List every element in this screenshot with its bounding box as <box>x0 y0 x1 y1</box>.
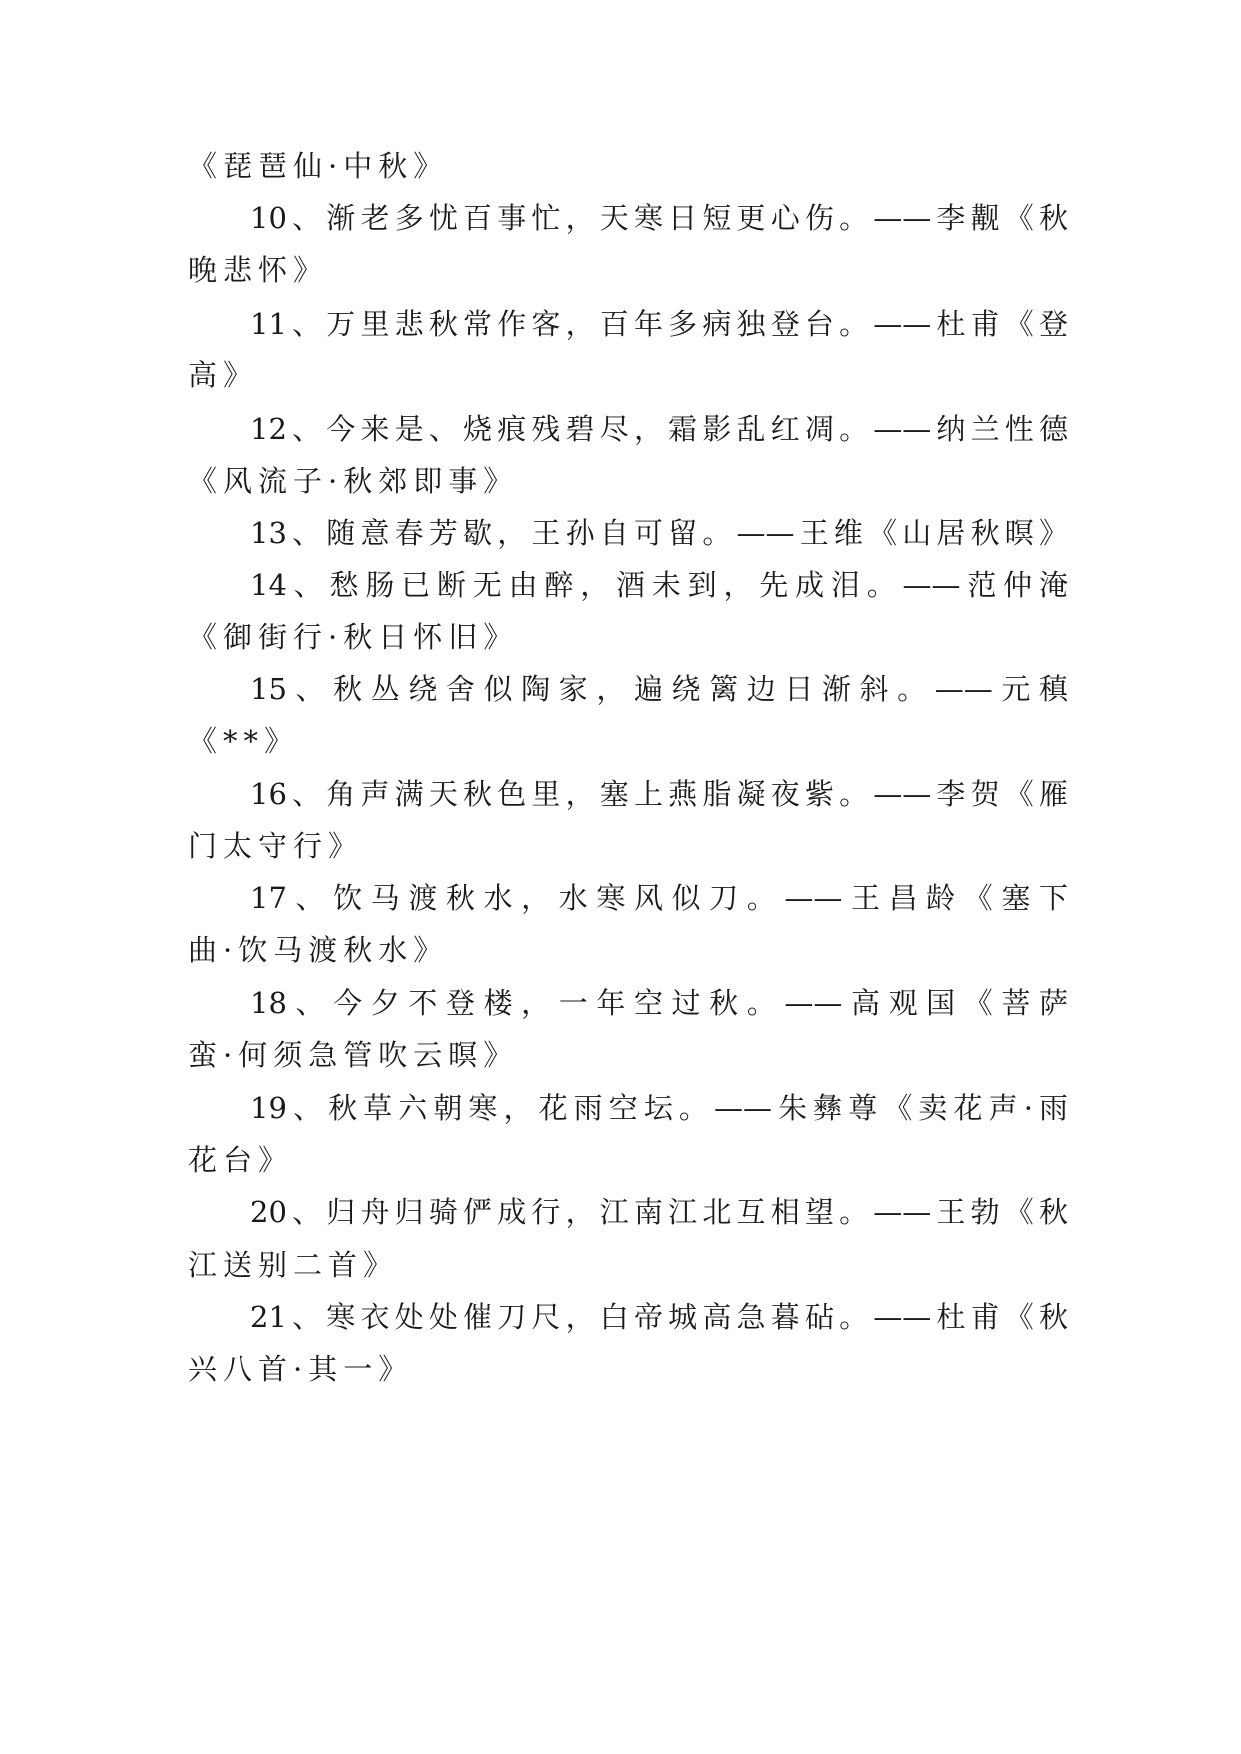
text-line: 《风流子·秋郊即事》 <box>188 464 519 498</box>
text-line: 《**》 <box>188 724 300 758</box>
text-line: 曲·饮马渡秋水》 <box>188 933 449 967</box>
text-line: 21、寒衣处处催刀尺，白帝城高急暮砧。——杜甫《秋 <box>250 1300 1068 1334</box>
text-line: 20、归舟归骑俨成行，江南江北互相望。——王勃《秋 <box>250 1195 1068 1229</box>
text-line: 花台》 <box>188 1143 294 1177</box>
text-line: 10、渐老多忧百事忙，天寒日短更心伤。——李觏《秋 <box>250 201 1068 235</box>
text-line: 蛮·何须急管吹云暝》 <box>188 1038 519 1072</box>
text-line: 兴八首·其一》 <box>188 1352 414 1386</box>
text-line: 17、饮马渡秋水，水寒风似刀。——王昌龄《塞下 <box>250 881 1068 915</box>
text-line: 《琵琶仙·中秋》 <box>188 149 449 183</box>
text-line: 14、愁肠已断无由醉，酒未到，先成泪。——范仲淹 <box>250 568 1068 602</box>
text-line: 15、秋丛绕舍似陶家，遍绕篱边日渐斜。——元稹 <box>250 672 1068 706</box>
text-line: 16、角声满天秋色里，塞上燕脂凝夜紫。——李贺《雁 <box>250 777 1068 811</box>
text-line: 晚悲怀》 <box>188 253 329 287</box>
text-line: 12、今来是、烧痕残碧尽，霜影乱红凋。——纳兰性德 <box>250 412 1068 446</box>
text-line: 18、今夕不登楼，一年空过秋。——高观国《菩萨 <box>250 986 1068 1020</box>
text-line: 11、万里悲秋常作客，百年多病独登台。——杜甫《登 <box>250 307 1068 341</box>
text-line: 13、随意春芳歇，王孙自可留。——王维《山居秋暝》 <box>250 516 1068 550</box>
text-line: 江送别二首》 <box>188 1248 399 1282</box>
text-line: 门太守行》 <box>188 829 364 863</box>
text-line: 高》 <box>188 358 259 392</box>
text-line: 《御街行·秋日怀旧》 <box>188 620 519 654</box>
text-line: 19、秋草六朝寒，花雨空坛。——朱彝尊《卖花声·雨 <box>250 1091 1068 1125</box>
